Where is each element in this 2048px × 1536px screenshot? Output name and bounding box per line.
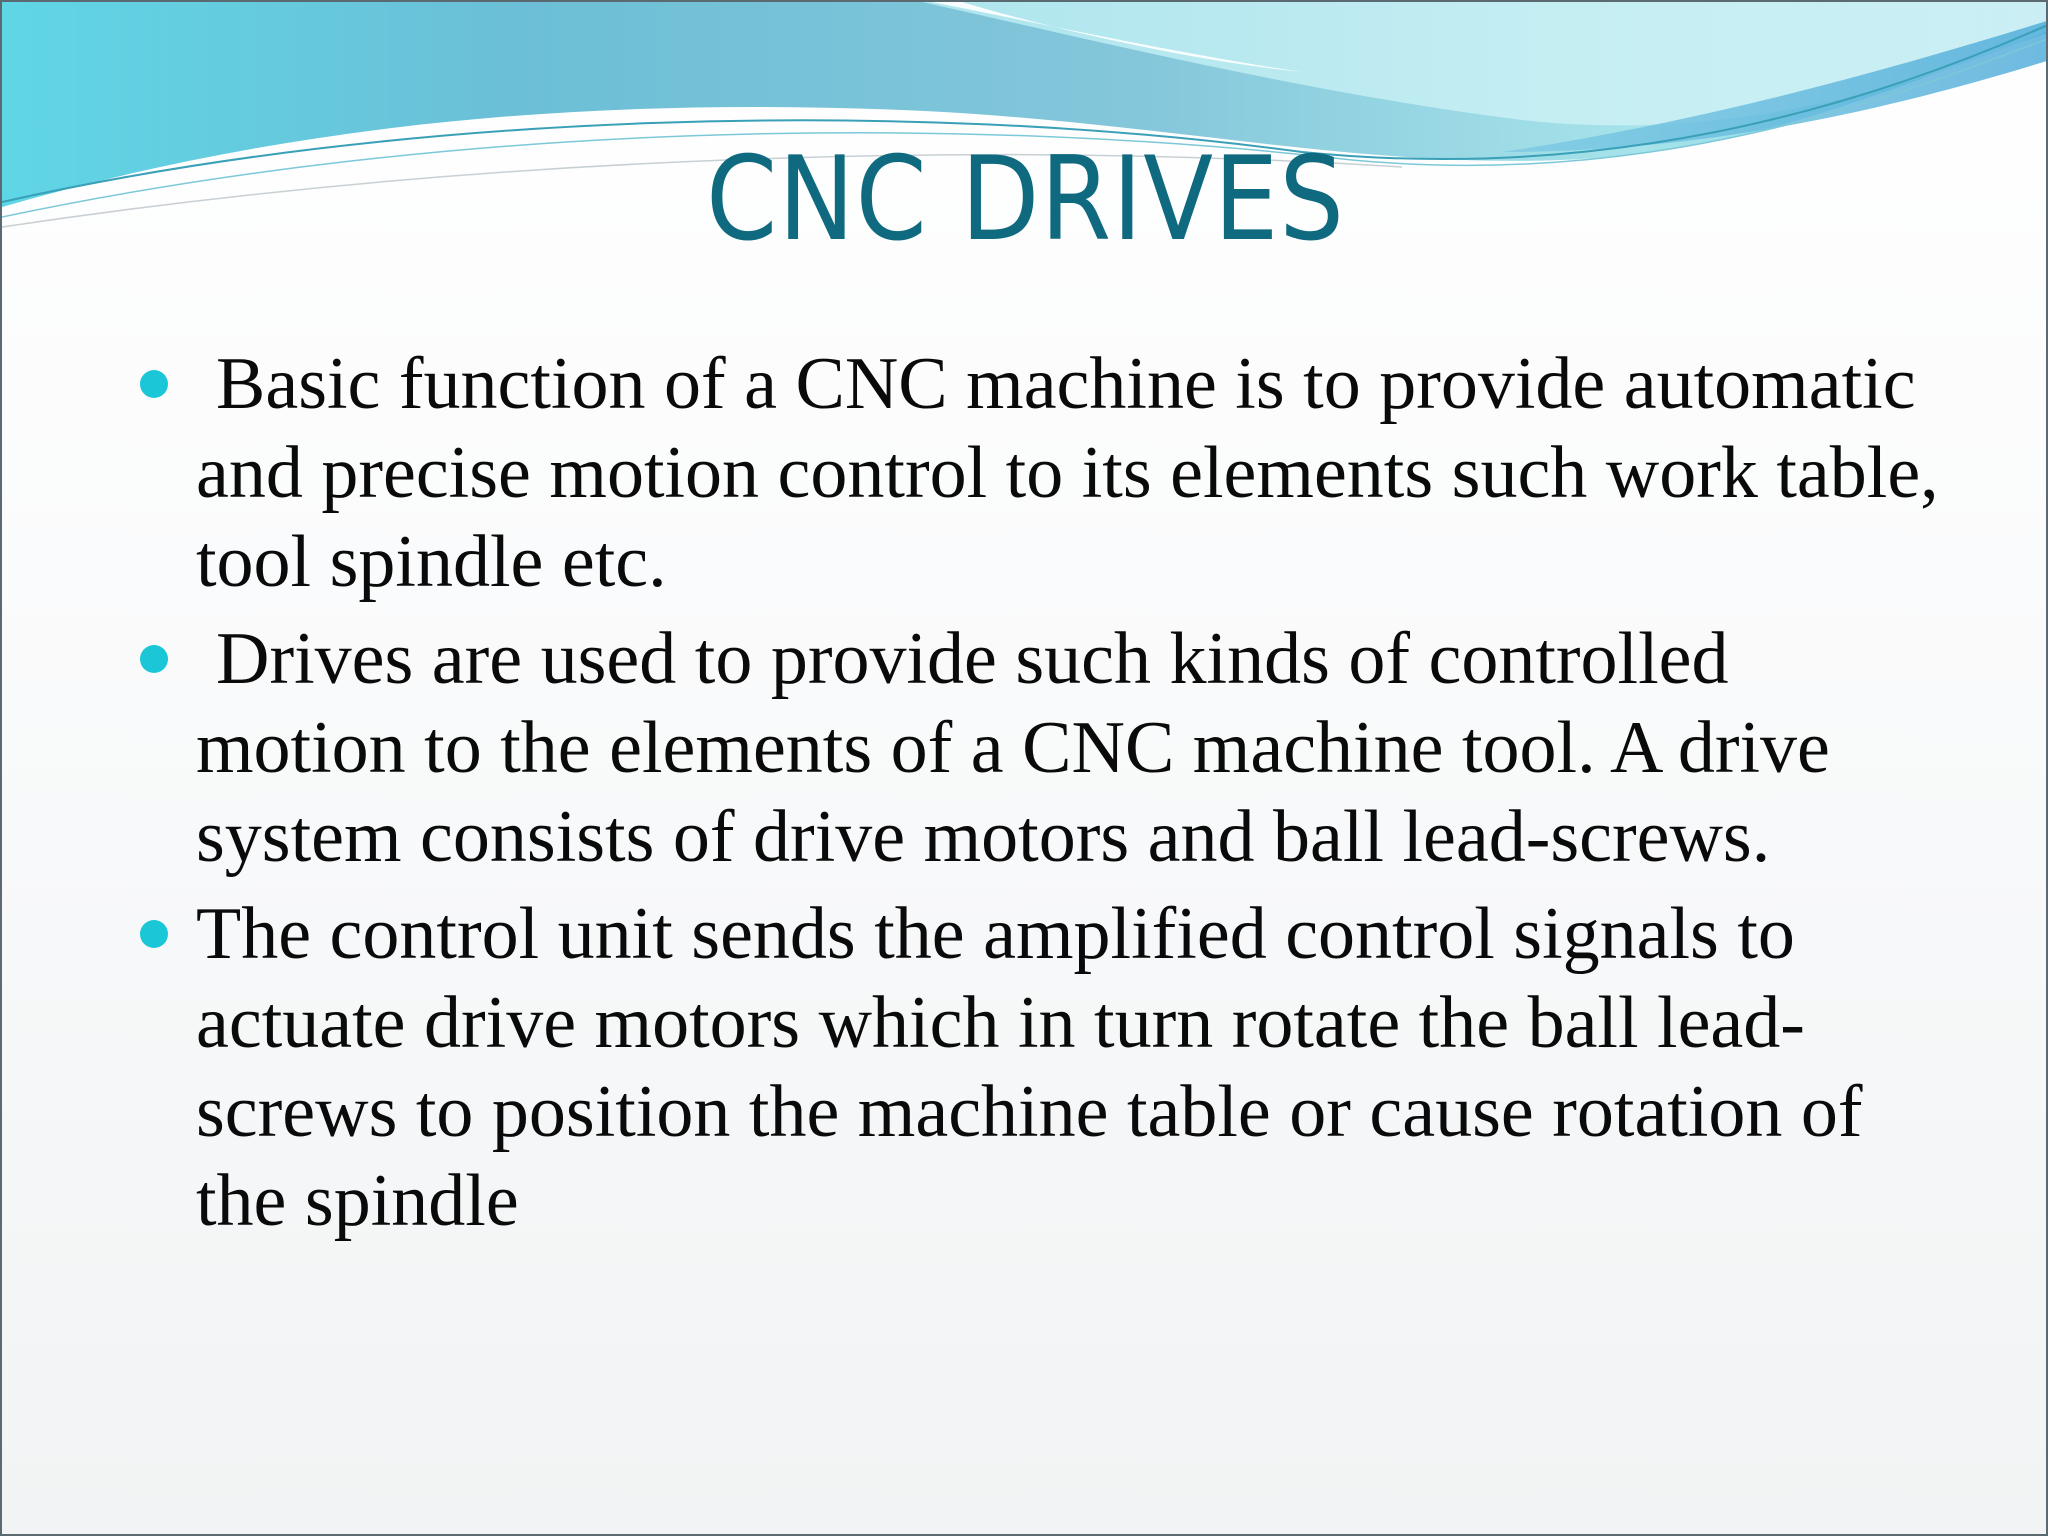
bullet-item: [132, 890, 1952, 1246]
bullet-text: Basic function of a CNC machine is to provide automatic and precise motion control to its elements such work table, tool spindle etc.: [196, 343, 1939, 603]
bullet-dot-icon: [140, 920, 168, 948]
bullet-text: Drives are used to provide such kinds of controlled motion to the elements of a CNC machine tool. A drive system consists of drive motors and ball lead-screws.: [196, 618, 1830, 878]
bullet-item: [132, 340, 1952, 607]
bullet-list: [132, 340, 1952, 1254]
bullet-text: The control unit sends the amplified control signals to actuate drive motors which in turn rotate the ball lead-screws to position the machine table or cause rotation of the spindle: [196, 893, 1863, 1242]
slide-title: CNC DRIVES: [706, 132, 1345, 267]
bullet-dot-icon: [140, 370, 168, 398]
bullet-dot-icon: [140, 645, 168, 673]
bullet-item: [132, 615, 1952, 882]
